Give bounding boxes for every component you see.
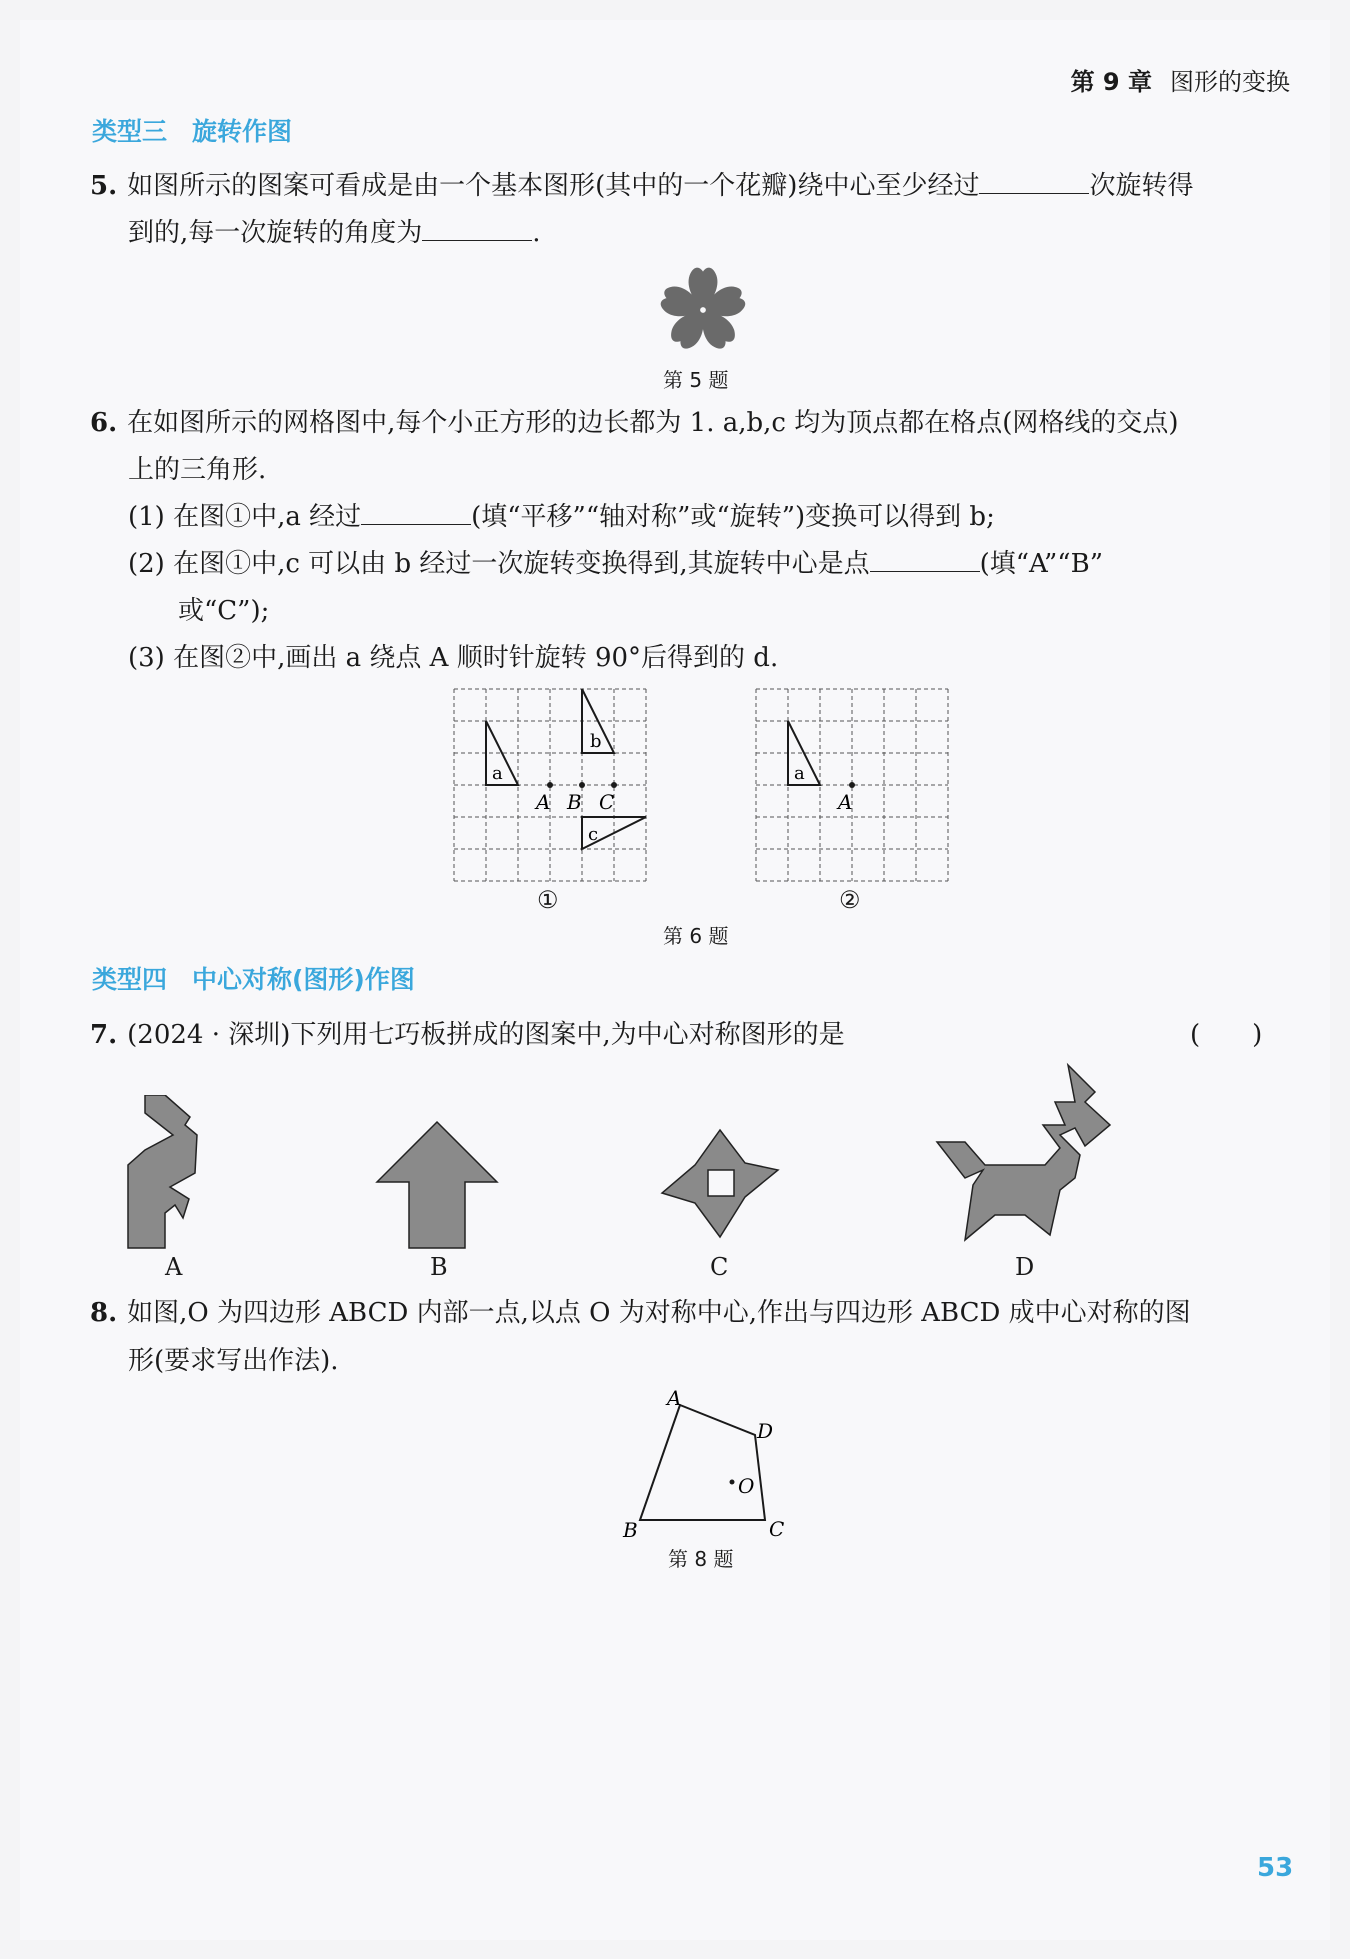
label-O: O: [738, 1474, 755, 1498]
part-text-tail: (填“平移”“轴对称”或“旋转”)变换可以得到 b;: [471, 502, 995, 532]
answer-parentheses[interactable]: ( ): [1190, 1020, 1263, 1050]
tangram-option-b: [375, 1120, 499, 1250]
answer-blank[interactable]: [422, 212, 532, 241]
figure-caption-8: 第 8 题: [668, 1547, 734, 1571]
question-6-part1: [128, 494, 995, 540]
question-text: 如图所示的图案可看成是由一个基本图形(其中的一个花瓣)绕中心至少经过: [127, 171, 980, 201]
label-B: B: [567, 790, 582, 814]
question-7: [90, 1012, 845, 1058]
question-8: [90, 1290, 1300, 1336]
answer-blank[interactable]: [979, 165, 1089, 194]
period: .: [532, 218, 541, 248]
part-text-tail: (填“A”“B”: [979, 549, 1103, 579]
part-text: (2) 在图①中,c 可以由 b 经过一次旋转变换得到,其旋转中心是点: [128, 549, 870, 579]
figure-label-2: ②: [839, 886, 861, 914]
label-A: A: [536, 790, 551, 814]
figure-label-1: ①: [537, 886, 559, 914]
label-D: D: [757, 1419, 774, 1443]
point-A: [849, 782, 855, 788]
option-label-d: D: [1015, 1253, 1035, 1281]
section-title-3: 类型三 旋转作图: [92, 117, 293, 146]
question-6: [90, 400, 1300, 446]
label-C: C: [599, 790, 615, 814]
question-number: 6.: [90, 408, 118, 438]
point-O: [730, 1480, 735, 1485]
question-6-part2: [128, 541, 1103, 587]
point-C: [611, 782, 617, 788]
figure-caption-6: 第 6 题: [663, 924, 729, 948]
question-5: [90, 163, 1290, 209]
tangram-option-c: [660, 1125, 780, 1240]
center-hole: [708, 1170, 734, 1196]
chapter-number: 第 9 章: [1070, 68, 1152, 96]
question-number: 7.: [90, 1020, 118, 1050]
tangram-option-d: [935, 1060, 1115, 1250]
part-text: (1) 在图①中,a 经过: [128, 502, 362, 532]
option-label-a: A: [165, 1253, 183, 1281]
question-6-line2: 上的三角形.: [128, 455, 267, 485]
label-C: C: [769, 1517, 785, 1541]
figure-caption-5: 第 5 题: [663, 368, 729, 392]
label-A: A: [667, 1386, 682, 1410]
point-A: [547, 782, 553, 788]
grid-figure-1: [450, 685, 650, 885]
answer-blank[interactable]: [870, 543, 980, 572]
tangram-option-a: [125, 1095, 225, 1250]
option-label-c: C: [710, 1253, 729, 1281]
label-a: a: [492, 763, 503, 784]
question-6-part2-line2: 或“C”);: [178, 596, 270, 626]
answer-blank[interactable]: [361, 496, 471, 525]
question-number: 5.: [90, 171, 118, 201]
chapter-header: [1071, 62, 1290, 97]
quadrilateral-ABCD: [640, 1405, 765, 1520]
question-text: 到的,每一次旋转的角度为: [128, 218, 423, 248]
point-B: [579, 782, 585, 788]
question-number: 8.: [90, 1298, 118, 1328]
label-A: A: [838, 790, 853, 814]
flower-figure: [655, 262, 751, 358]
label-b: b: [590, 731, 602, 752]
question-8-line2: 形(要求写出作法).: [128, 1346, 339, 1376]
question-6-part3: (3) 在图②中,画出 a 绕点 A 顺时针旋转 90°后得到的 d.: [128, 643, 779, 673]
label-c: c: [588, 824, 599, 845]
quadrilateral-figure: [615, 1385, 795, 1545]
question-5-line2: [128, 210, 541, 256]
question-text: (2024 · 深圳)下列用七巧板拼成的图案中,为中心对称图形的是: [127, 1020, 845, 1050]
grid-figure-2: [752, 685, 952, 885]
question-text: 在如图所示的网格图中,每个小正方形的边长都为 1. a,b,c 均为顶点都在格点(网格线的交点): [127, 408, 1179, 438]
label-B: B: [623, 1518, 638, 1542]
chapter-title: 图形的变换: [1170, 68, 1290, 96]
section-title-4: 类型四 中心对称(图形)作图: [92, 965, 415, 994]
option-label-b: B: [430, 1253, 448, 1281]
label-a: a: [794, 763, 805, 784]
question-text-tail: 次旋转得: [1089, 171, 1194, 201]
page-number: 53: [1257, 1853, 1294, 1883]
question-text: 如图,O 为四边形 ABCD 内部一点,以点 O 为对称中心,作出与四边形 ABCD 成中心对称的图: [127, 1298, 1191, 1328]
